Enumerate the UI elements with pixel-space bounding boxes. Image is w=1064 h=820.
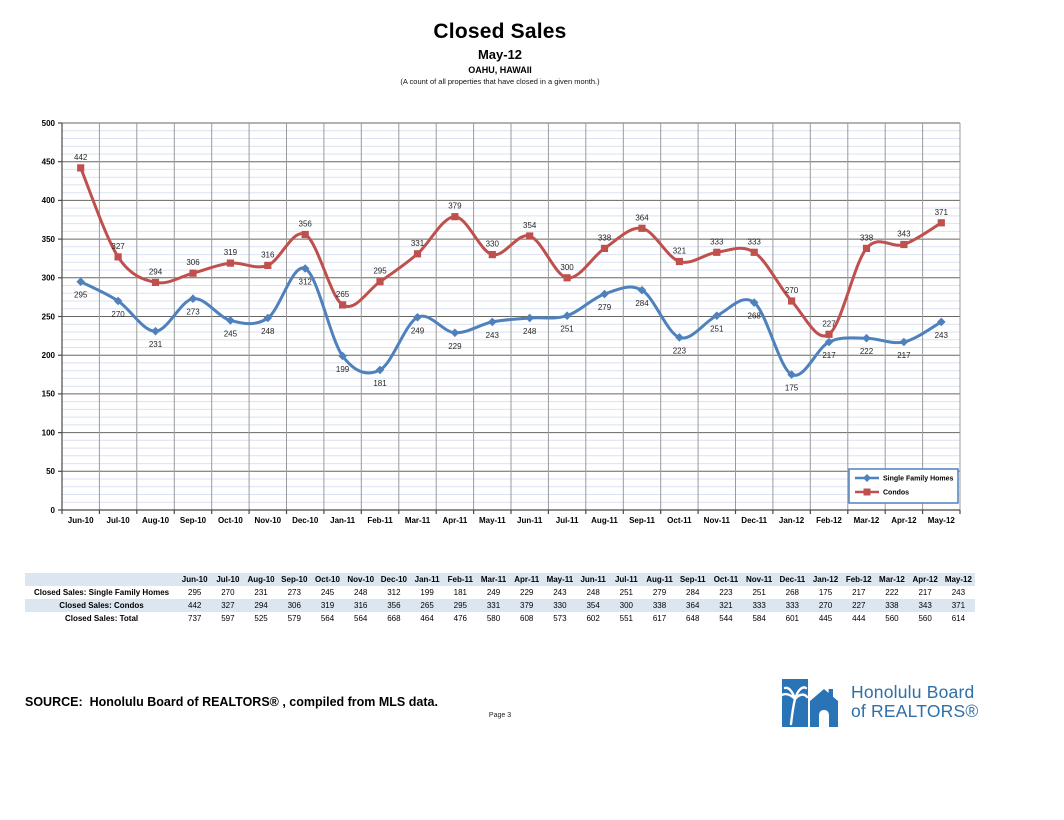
table-row-label: Closed Sales: Condos <box>25 599 178 612</box>
table-column-header: Jul-10 <box>211 573 244 586</box>
table-column-header: Dec-11 <box>776 573 809 586</box>
svg-text:Dec-11: Dec-11 <box>741 516 768 525</box>
table-column-header: May-11 <box>543 573 576 586</box>
table-column-header: Mar-11 <box>477 573 510 586</box>
marker-condos <box>788 297 795 304</box>
table-cell: 442 <box>178 599 211 612</box>
svg-text:245: 245 <box>223 329 238 339</box>
table-cell: 371 <box>942 599 975 612</box>
table-cell: 181 <box>453 588 467 597</box>
table-cell: 243 <box>951 588 966 597</box>
table-column-header: Oct-11 <box>709 573 742 586</box>
marker-condos <box>713 249 720 256</box>
table-cell: 338 <box>875 599 908 612</box>
table-cell: 251 <box>619 588 633 597</box>
table-cell: 331 <box>477 599 510 612</box>
marker-single-family-homes <box>563 311 572 320</box>
table-cell: 597 <box>221 614 235 623</box>
table-cell: 295 <box>188 588 202 597</box>
table-cell: 248 <box>354 588 368 597</box>
table-cell: 525 <box>254 614 268 623</box>
svg-text:Nov-11: Nov-11 <box>703 516 730 525</box>
page-title: Closed Sales <box>433 20 567 43</box>
svg-text:251: 251 <box>710 324 724 334</box>
table-cell: 338 <box>643 599 676 612</box>
logo-line2: of REALTORS® <box>851 701 979 721</box>
svg-text:229: 229 <box>448 341 462 351</box>
marker-condos <box>227 260 234 267</box>
report-description: (A count of all properties that have closed in a given month.) <box>400 77 600 86</box>
svg-text:321: 321 <box>672 246 687 256</box>
svg-text:248: 248 <box>523 327 537 336</box>
closed-sales-table <box>25 573 975 625</box>
table-cell: 564 <box>320 614 335 623</box>
svg-text:442: 442 <box>74 152 88 162</box>
table-column-header: Feb-11 <box>444 573 477 586</box>
marker-condos <box>451 213 458 220</box>
table-cell: 270 <box>221 588 235 597</box>
svg-text:100: 100 <box>41 428 55 438</box>
table-cell: 614 <box>951 614 966 623</box>
table-cell: 330 <box>543 599 576 612</box>
svg-text:Jan-12: Jan-12 <box>778 516 805 525</box>
report-month: May-12 <box>477 47 523 62</box>
table-cell: 223 <box>719 588 733 597</box>
marker-single-family-homes <box>151 327 160 336</box>
table-cell: 279 <box>652 588 667 597</box>
svg-text:Aug-10: Aug-10 <box>141 516 170 525</box>
svg-text:450: 450 <box>41 157 55 167</box>
svg-text:331: 331 <box>410 238 425 248</box>
marker-condos <box>152 279 159 286</box>
table-column-header: Sep-11 <box>676 573 709 586</box>
svg-text:Apr-12: Apr-12 <box>891 516 917 525</box>
marker-single-family-homes <box>862 334 871 343</box>
table-column-header: Aug-11 <box>643 573 676 586</box>
svg-text:279: 279 <box>597 303 612 313</box>
svg-text:343: 343 <box>897 229 911 239</box>
marker-single-family-homes <box>189 294 198 303</box>
table-cell: 608 <box>520 614 534 623</box>
svg-text:Jan-11: Jan-11 <box>330 516 356 525</box>
chart-header <box>0 20 1000 86</box>
marker-condos <box>863 245 870 252</box>
table-column-header: Apr-11 <box>510 573 543 586</box>
marker-condos <box>115 253 122 260</box>
svg-text:217: 217 <box>897 351 911 360</box>
closed-sales-line-chart <box>0 108 1064 558</box>
table-cell: 321 <box>709 599 742 612</box>
marker-condos <box>414 250 421 257</box>
table-cell: 217 <box>852 588 866 597</box>
table-cell: 316 <box>344 599 377 612</box>
table-cell: 379 <box>510 599 543 612</box>
table-column-header: Sep-10 <box>278 573 311 586</box>
svg-text:316: 316 <box>261 250 275 260</box>
marker-single-family-homes <box>600 290 609 299</box>
svg-text:379: 379 <box>448 201 462 211</box>
svg-text:50: 50 <box>46 467 55 477</box>
table-column-header: Apr-12 <box>909 573 942 586</box>
svg-text:319: 319 <box>223 248 238 258</box>
table-column-header: Dec-10 <box>377 573 410 586</box>
svg-text:Oct-11: Oct-11 <box>667 516 692 525</box>
marker-single-family-homes <box>900 338 909 347</box>
svg-text:295: 295 <box>74 290 88 300</box>
table-cell: 333 <box>776 599 809 612</box>
svg-text:356: 356 <box>298 219 312 229</box>
svg-text:284: 284 <box>635 299 649 309</box>
marker-condos <box>77 164 84 171</box>
svg-text:Mar-11: Mar-11 <box>404 516 431 525</box>
svg-text:Single Family Homes: Single Family Homes <box>883 475 954 483</box>
svg-text:Apr-11: Apr-11 <box>442 516 468 525</box>
table-cell: 560 <box>918 614 932 623</box>
marker-single-family-homes <box>525 314 534 323</box>
table-cell: 227 <box>842 599 875 612</box>
svg-text:Feb-12: Feb-12 <box>816 516 842 525</box>
table-cell: 580 <box>486 614 501 623</box>
svg-text:0: 0 <box>50 505 55 515</box>
house-door <box>819 710 829 727</box>
table-column-header: Jun-11 <box>577 573 610 586</box>
table-cell: 295 <box>444 599 477 612</box>
svg-text:312: 312 <box>298 277 312 287</box>
svg-text:273: 273 <box>186 307 200 317</box>
table-column-header: May-12 <box>942 573 975 586</box>
svg-text:364: 364 <box>635 213 649 223</box>
svg-text:295: 295 <box>373 266 387 276</box>
table-cell: 319 <box>311 599 344 612</box>
table-cell: 175 <box>818 588 833 597</box>
table-cell: 564 <box>354 614 368 623</box>
marker-condos <box>938 219 945 226</box>
marker-single-family-homes <box>226 316 235 325</box>
table-header-row <box>25 573 975 586</box>
svg-text:333: 333 <box>747 237 761 247</box>
table-column-header: Mar-12 <box>875 573 908 586</box>
x-axis-labels <box>68 516 956 525</box>
logo-line1: Honolulu Board <box>851 682 975 702</box>
svg-text:175: 175 <box>784 383 799 393</box>
y-axis-labels <box>42 119 56 515</box>
chart-legend <box>849 469 958 503</box>
svg-text:306: 306 <box>186 258 200 268</box>
marker-condos <box>264 262 271 269</box>
svg-text:Jun-11: Jun-11 <box>517 516 543 525</box>
table-cell: 231 <box>254 588 268 597</box>
svg-text:Nov-10: Nov-10 <box>254 516 282 525</box>
table-cell: 444 <box>852 614 866 623</box>
svg-text:371: 371 <box>934 207 948 217</box>
table-cell: 737 <box>188 614 202 623</box>
table-cell: 229 <box>520 588 534 597</box>
svg-text:350: 350 <box>41 234 55 244</box>
table-cell: 668 <box>387 614 401 623</box>
svg-text:Dec-10: Dec-10 <box>292 516 319 525</box>
marker-condos <box>489 251 496 258</box>
table-row <box>25 612 975 625</box>
svg-text:Aug-11: Aug-11 <box>591 516 618 525</box>
marker-single-family-homes <box>488 318 497 327</box>
table-cell: 217 <box>918 588 932 597</box>
honolulu-board-of-realtors-logo <box>780 677 978 729</box>
table-cell: 617 <box>652 614 667 623</box>
marker-single-family-homes <box>451 329 460 338</box>
table-column-header: Nov-11 <box>743 573 776 586</box>
table-row <box>25 586 975 599</box>
table-cell: 364 <box>676 599 709 612</box>
table-cell: 222 <box>885 588 899 597</box>
svg-text:400: 400 <box>41 196 55 206</box>
svg-text:330: 330 <box>485 239 499 249</box>
table-corner-cell <box>25 573 178 586</box>
svg-text:May-12: May-12 <box>927 516 955 525</box>
svg-text:294: 294 <box>148 267 163 277</box>
table-cell: 270 <box>809 599 842 612</box>
table-column-header: Jan-12 <box>809 573 842 586</box>
palm-and-house-logo-icon <box>780 677 842 729</box>
table-cell: 273 <box>287 588 301 597</box>
table-column-header: Feb-12 <box>842 573 875 586</box>
table-cell: 601 <box>785 614 800 623</box>
svg-text:150: 150 <box>41 389 55 399</box>
table-cell: 602 <box>586 614 600 623</box>
table-row <box>25 599 975 612</box>
svg-text:Feb-11: Feb-11 <box>367 516 393 525</box>
svg-text:249: 249 <box>410 326 425 336</box>
marker-condos <box>638 225 645 232</box>
logo-text <box>851 683 978 721</box>
marker-condos <box>825 331 832 338</box>
svg-text:300: 300 <box>41 273 55 283</box>
marker-condos <box>339 301 346 308</box>
table-cell: 544 <box>719 614 733 623</box>
svg-text:251: 251 <box>560 324 574 334</box>
table-cell: 476 <box>453 614 467 623</box>
svg-text:248: 248 <box>261 327 275 336</box>
svg-text:Sep-10: Sep-10 <box>179 516 207 525</box>
table-cell: 573 <box>553 614 567 623</box>
table-cell: 551 <box>619 614 633 623</box>
table-cell: 245 <box>320 588 335 597</box>
svg-text:250: 250 <box>41 312 55 322</box>
svg-text:500: 500 <box>41 118 55 128</box>
table-cell: 294 <box>244 599 277 612</box>
report-location: OAHU, HAWAII <box>468 65 532 75</box>
page-number: Page 3 <box>488 712 512 719</box>
svg-text:Jul-10: Jul-10 <box>106 516 130 525</box>
svg-text:327: 327 <box>111 241 125 251</box>
svg-text:217: 217 <box>822 351 836 360</box>
svg-text:243: 243 <box>485 330 499 340</box>
table-cell: 445 <box>818 614 833 623</box>
table-cell: 199 <box>420 588 434 597</box>
table-cell: 284 <box>686 588 700 597</box>
table-cell: 265 <box>411 599 444 612</box>
marker-condos <box>751 249 758 256</box>
table-cell: 584 <box>752 614 766 623</box>
table-column-header: Nov-10 <box>344 573 377 586</box>
svg-text:265: 265 <box>335 289 350 299</box>
table-row-label: Closed Sales: Total <box>64 614 139 623</box>
table-column-header: Jul-11 <box>610 573 643 586</box>
table-cell: 648 <box>686 614 700 623</box>
svg-text:222: 222 <box>859 347 874 357</box>
source-note: SOURCE: Honolulu Board of REALTORS® , compiled from MLS data. <box>25 695 438 709</box>
svg-text:231: 231 <box>148 340 163 350</box>
table-cell: 306 <box>278 599 311 612</box>
table-cell: 354 <box>577 599 610 612</box>
svg-text:270: 270 <box>784 286 799 295</box>
svg-text:223: 223 <box>672 346 687 356</box>
svg-text:300: 300 <box>560 262 574 272</box>
svg-text:268: 268 <box>747 311 761 321</box>
svg-text:Sep-11: Sep-11 <box>629 516 655 525</box>
svg-text:338: 338 <box>597 233 612 243</box>
svg-text:Oct-10: Oct-10 <box>217 516 243 525</box>
table-cell: 243 <box>553 588 567 597</box>
table-cell: 464 <box>420 614 434 623</box>
table-cell: 300 <box>610 599 643 612</box>
svg-text:Jul-11: Jul-11 <box>555 516 579 525</box>
table-cell: 249 <box>486 588 501 597</box>
marker-condos <box>526 232 533 239</box>
marker-condos <box>302 231 309 238</box>
table-cell: 251 <box>752 588 766 597</box>
svg-text:Jun-10: Jun-10 <box>67 516 94 525</box>
marker-condos <box>601 245 608 252</box>
table-column-header: Aug-10 <box>244 573 277 586</box>
table-cell: 312 <box>387 588 401 597</box>
svg-text:Mar-12: Mar-12 <box>853 516 880 525</box>
marker-condos <box>676 258 683 265</box>
table-column-header: Oct-10 <box>311 573 344 586</box>
svg-text:May-11: May-11 <box>478 516 506 525</box>
table-cell: 343 <box>909 599 942 612</box>
table-column-header: Jan-11 <box>411 573 444 586</box>
svg-text:199: 199 <box>335 365 350 374</box>
marker-condos <box>900 241 907 248</box>
table-cell: 268 <box>785 588 800 597</box>
svg-text:200: 200 <box>41 351 55 360</box>
table-cell: 333 <box>743 599 776 612</box>
table-cell: 579 <box>287 614 301 623</box>
table-cell: 356 <box>377 599 410 612</box>
svg-text:354: 354 <box>523 221 537 230</box>
svg-text:Condos: Condos <box>883 489 910 497</box>
svg-text:181: 181 <box>373 378 387 388</box>
svg-text:338: 338 <box>859 233 874 243</box>
table-column-header: Jun-10 <box>178 573 211 586</box>
table-row-label: Closed Sales: Single Family Homes <box>33 588 170 597</box>
svg-text:227: 227 <box>822 319 836 329</box>
marker-condos <box>189 270 196 277</box>
table-cell: 560 <box>885 614 899 623</box>
svg-text:270: 270 <box>111 310 125 319</box>
table-cell: 248 <box>586 588 600 597</box>
svg-text:243: 243 <box>934 330 948 340</box>
svg-text:333: 333 <box>710 237 724 247</box>
table-cell: 327 <box>211 599 244 612</box>
marker-condos <box>376 278 383 285</box>
marker-condos <box>564 274 571 281</box>
